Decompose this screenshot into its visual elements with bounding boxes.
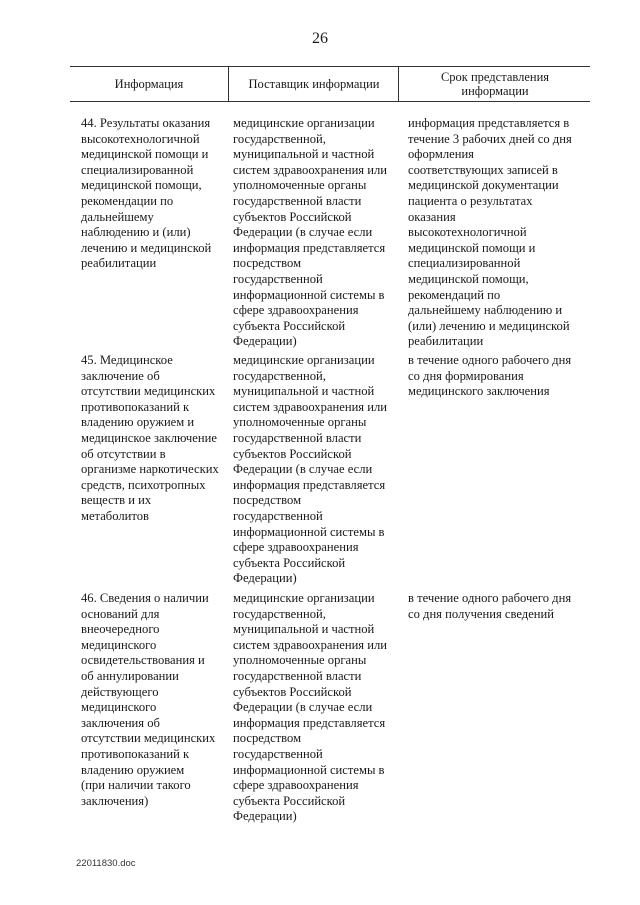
row-45-information: 45. Медицинское заключение об отсутствии медицинских противопоказаний к владению оружием и медицинское заключение об отсутствии в организме наркотических средств, психотропных веществ и их метаболитов xyxy=(81,353,219,523)
header-deadline-text: Срок представления информации xyxy=(440,70,550,98)
row-45-deadline: в течение одного рабочего дня со дня формирования медицинского заключения xyxy=(408,353,572,399)
header-deadline xyxy=(398,67,591,101)
header-information: Информация xyxy=(114,77,184,91)
footer-file-name: 22011830.doc xyxy=(76,858,136,869)
page-number: 26 xyxy=(312,30,328,47)
row-44-deadline: информация представляется в течение 3 рабочих дней со дня оформления соответствующих записей в медицинской документации пациента о результатах оказания высокотехнологичной медицинской помощи и специализированной медицинской помощи, рекомендаций по дальнейшему наблюдению и (или) лечению и медицинской реабилитации xyxy=(408,116,572,349)
row-46-deadline: в течение одного рабочего дня со дня получения сведений xyxy=(408,591,572,621)
table-header xyxy=(70,66,590,102)
header-provider: Поставщик информации xyxy=(228,67,399,101)
row-45-provider: медицинские организации государственной, муниципальной и частной систем здравоохранения или уполномоченные органы государственной власти субъектов Российской Федерации (в случае если информация представляется посредством государственной информационной системы в сфере здравоохранения субъекта Российской Федерации) xyxy=(233,353,388,586)
row-44-provider: медицинские организации государственной, муниципальной и частной систем здравоохранения или уполномоченные органы государственной власти субъектов Российской Федерации (в случае если информация представляется посредством государственной информационной системы в сфере здравоохранения субъекта Российской Федерации) xyxy=(233,116,388,349)
row-46-information: 46. Сведения о наличии оснований для внеочередного медицинского освидетельствования и об аннулировании действующего медицинского заключения об отсутствии медицинских противопоказаний к владению оружием (при наличии такого заключения) xyxy=(81,591,216,808)
row-46-provider: медицинские организации государственной, муниципальной и частной систем здравоохранения или уполномоченные органы государственной власти субъектов Российской Федерации (в случае если информация представляется посредством государственной информационной системы в сфере здравоохранения субъекта Российской Федерации) xyxy=(233,591,388,824)
row-44-information: 44. Результаты оказания высокотехнологичной медицинской помощи и специализированной медицинской помощи, рекомендации по дальнейшему наблюдению и (или) лечению и медицинской реабилитации xyxy=(81,116,212,271)
